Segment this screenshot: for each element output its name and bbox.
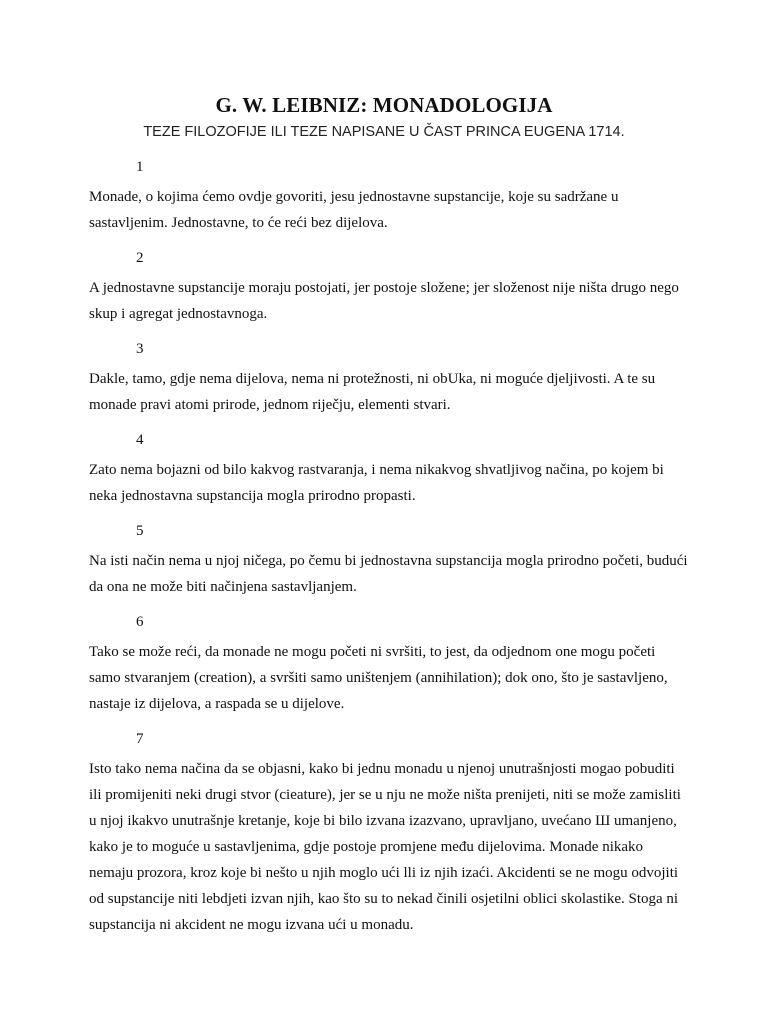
section-7 <box>89 725 689 938</box>
document-title: G. W. LEIBNIZ: MONADOLOGIJA <box>215 93 553 117</box>
section-number: 3 <box>136 341 144 357</box>
section-number: 2 <box>136 250 144 266</box>
document-subtitle: TEZE FILOZOFIJE ILI TEZE NAPISANE U ČAST PRINCA EUGENA 1714. <box>143 124 625 140</box>
section-number: 4 <box>136 432 144 448</box>
section-number: 1 <box>136 159 144 175</box>
section-number: 6 <box>136 614 144 630</box>
sections-container <box>89 153 689 946</box>
section-1 <box>89 153 689 236</box>
section-3 <box>89 335 689 418</box>
section-4 <box>89 426 689 509</box>
section-number: 5 <box>136 523 144 539</box>
section-6 <box>89 608 689 717</box>
section-paragraph: A jednostavne supstancije moraju postojati, jer postoje složene; jer složenost nije ništa drugo nego skup i agregat jednostavnoga. <box>89 280 679 322</box>
section-paragraph: Tako se može reći, da monade ne mogu početi ni svršiti, to jest, da odjednom one mogu početi samo stvaranjem (creation), a svršiti samo uništenjem (annihilation); dok ono, što je sastavljeno, nastaje iz dijelova, a raspada se u dijelove. <box>89 644 668 712</box>
section-paragraph: Monade, o kojima ćemo ovdje govoriti, jesu jednostavne supstancije, koje su sadržane u sastavljenim. Jednostavne, to će reći bez dijelova. <box>89 189 619 231</box>
section-paragraph: Dakle, tamo, gdje nema dijelova, nema ni protežnosti, ni obUka, ni moguće djeljivosti. A te su monade pravi atomi prirode, jednom riječju, elementi stvari. <box>89 371 656 413</box>
section-paragraph: Zato nema bojazni od bilo kakvog rastvaranja, i nema nikakvog shvatljivog načina, po kojem bi neka jednostavna supstancija mogla prirodno propasti. <box>89 462 664 504</box>
section-number: 7 <box>136 731 144 747</box>
section-5 <box>89 517 689 600</box>
section-paragraph: Isto tako nema načina da se objasni, kako bi jednu monadu u njenoj unutrašnjosti mogao pobuditi ili promijeniti neki drugi stvor (cieature), jer se u nju ne može ništa prenijeti, niti se može zamisliti u njoj ikakvo unutrašnje kretanje, koje bi bilo izvana izazvano, upravljano, uvećano Ш umanjeno, kako je to moguće u sastavljenima, gdje postoje promjene među dijelovima. Monade nikako nemaju prozora, kroz koje bi nešto u njih moglo ući lli iz njih izaći. Akcidenti se ne mogu odvojiti od supstancije niti lebdjeti izvan njih, kao što su to nekad činili osjetilni oblici skolastike. Stoga ni supstancija ni akcident ne mogu izvana ući u monadu. <box>89 761 681 933</box>
section-2 <box>89 244 689 327</box>
section-paragraph: Na isti način nema u njoj ničega, po čemu bi jednostavna supstancija mogla prirodno početi, budući da ona ne može biti načinjena sastavljanjem. <box>89 553 688 595</box>
